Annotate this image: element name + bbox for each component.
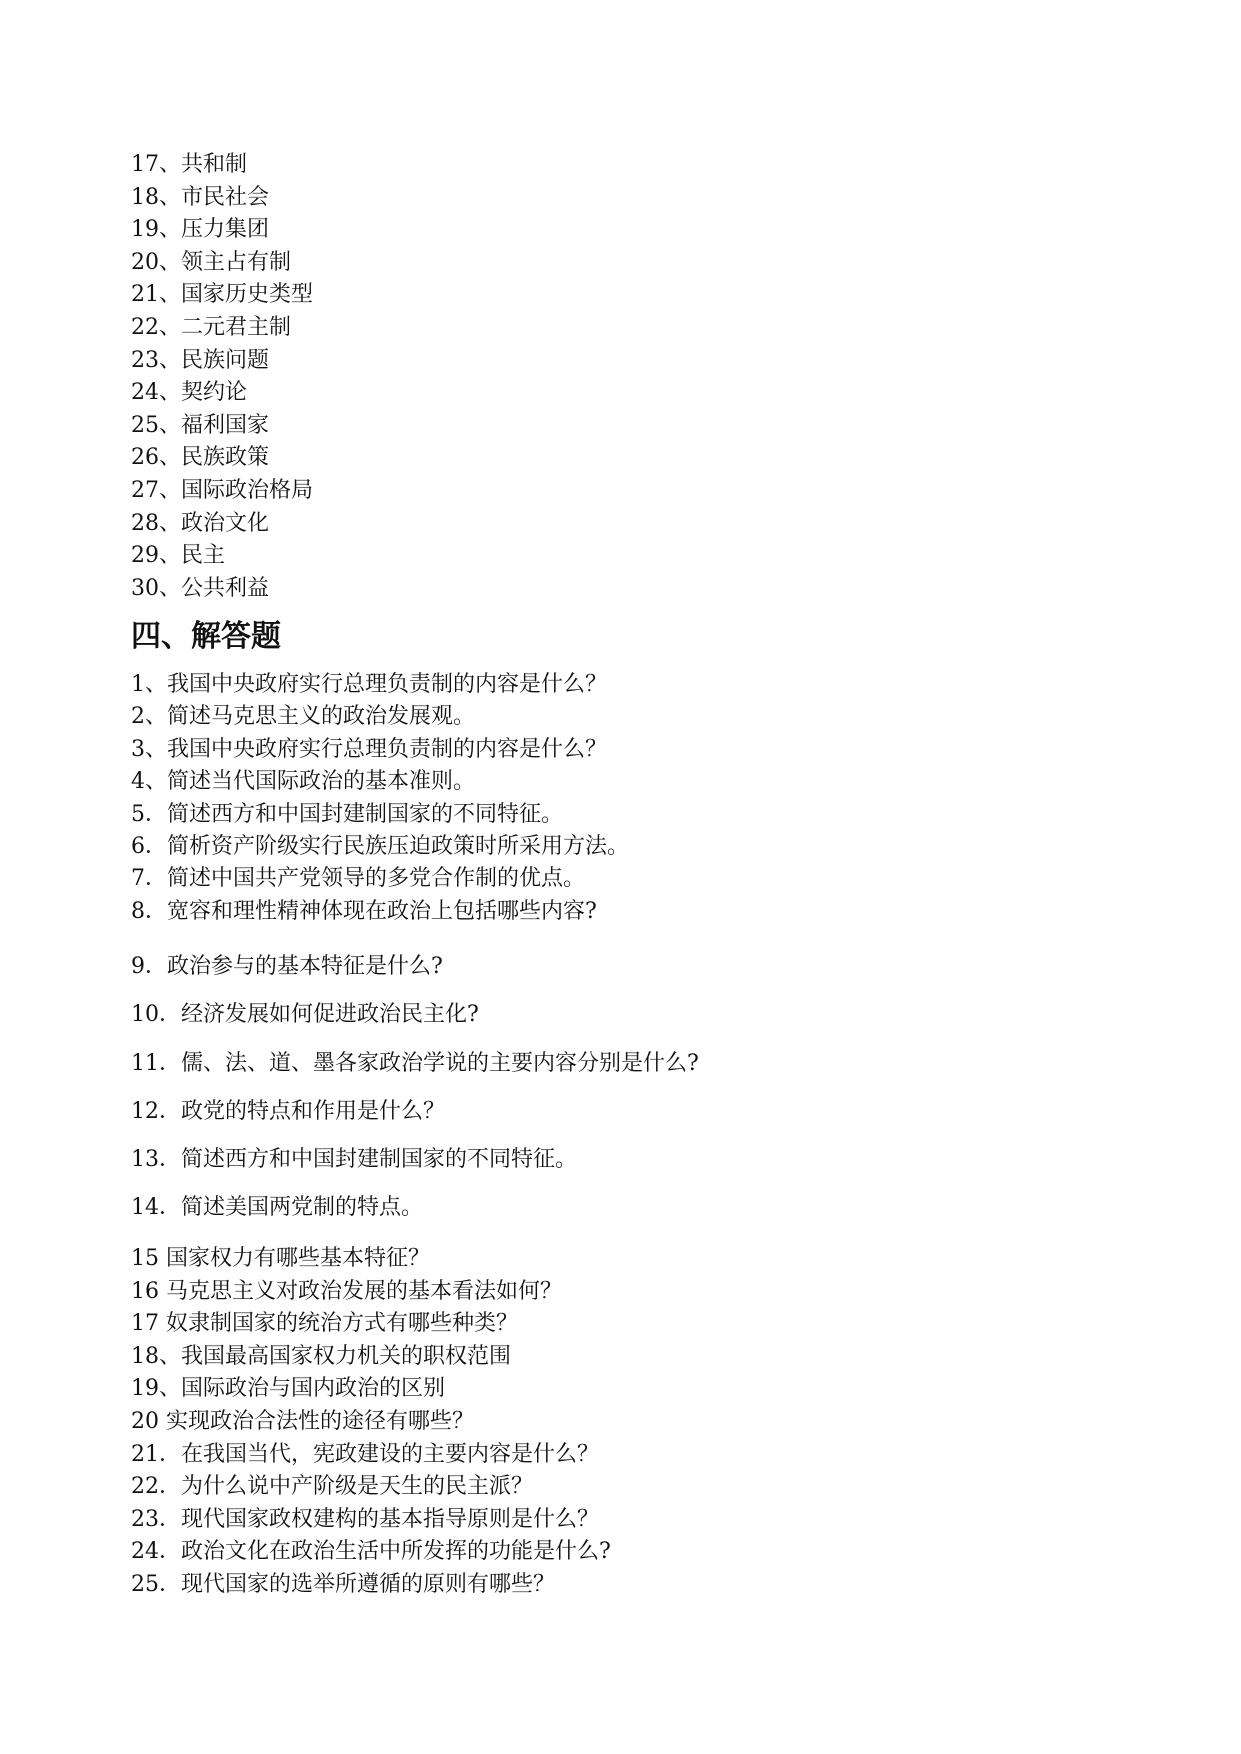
question-item: 23．现代国家政权建构的基本指导原则是什么？ xyxy=(131,1506,599,1532)
term-item: 21、国家历史类型 xyxy=(131,282,313,308)
question-item: 18、我国最高国家权力机关的职权范围 xyxy=(131,1343,511,1369)
term-item: 19、压力集团 xyxy=(131,217,269,243)
questions-list-block1 xyxy=(131,669,629,928)
question-item: 8．宽容和理性精神体现在政治上包括哪些内容? xyxy=(131,898,597,924)
term-item: 24、契约论 xyxy=(131,380,247,406)
term-item: 20、领主占有制 xyxy=(131,249,291,275)
term-item: 29、民主 xyxy=(131,543,225,569)
terms-list xyxy=(131,149,313,605)
question-item: 12．政党的特点和作用是什么？ xyxy=(131,1098,445,1124)
question-item: 14．简述美国两党制的特点。 xyxy=(131,1195,423,1221)
term-item: 26、民族政策 xyxy=(131,445,269,471)
questions-list-block2 xyxy=(131,943,699,1233)
term-item: 23、民族问题 xyxy=(131,347,269,373)
question-item: 19、国际政治与国内政治的区别 xyxy=(131,1376,445,1402)
question-item: 1、我国中央政府实行总理负责制的内容是什么？ xyxy=(131,672,607,697)
term-item: 25、福利国家 xyxy=(131,412,269,438)
question-item: 4、简述当代国际政治的基本准则。 xyxy=(131,769,475,795)
term-item: 17、共和制 xyxy=(131,152,247,177)
question-item: 13．简述西方和中国封建制国家的不同特征。 xyxy=(131,1147,577,1173)
question-item: 20 实现政治合法性的途径有哪些？ xyxy=(131,1408,474,1434)
question-item: 10．经济发展如何促进政治民主化? xyxy=(131,1002,479,1028)
term-item: 28、政治文化 xyxy=(131,510,269,536)
question-item: 9．政治参与的基本特征是什么? xyxy=(131,954,443,979)
question-item: 5．简述西方和中国封建制国家的不同特征。 xyxy=(131,801,563,827)
term-item: 18、市民社会 xyxy=(131,184,269,210)
question-item: 6．简析资产阶级实行民族压迫政策时所采用方法。 xyxy=(131,834,629,860)
question-item: 16 马克思主义对政治发展的基本看法如何？ xyxy=(131,1278,562,1304)
questions-list-block3 xyxy=(131,1243,611,1602)
question-item: 7．简述中国共产党领导的多党合作制的优点。 xyxy=(131,866,585,892)
question-item: 22．为什么说中产阶级是天生的民主派？ xyxy=(131,1474,533,1500)
question-item: 17 奴隶制国家的统治方式有哪些种类？ xyxy=(131,1311,518,1337)
question-item: 25．现代国家的选举所遵循的原则有哪些？ xyxy=(131,1571,555,1597)
term-item: 27、国际政治格局 xyxy=(131,477,313,503)
question-item: 3、我国中央政府实行总理负责制的内容是什么？ xyxy=(131,736,607,762)
question-item: 21．在我国当代，宪政建设的主要内容是什么？ xyxy=(131,1441,599,1467)
section-heading: 四、解答题 xyxy=(131,619,281,654)
question-item: 11．儒、法、道、墨各家政治学说的主要内容分别是什么? xyxy=(131,1050,699,1076)
question-item: 15 国家权力有哪些基本特征？ xyxy=(131,1246,430,1271)
question-item: 2、简述马克思主义的政治发展观。 xyxy=(131,704,475,730)
term-item: 30、公共利益 xyxy=(131,575,269,601)
term-item: 22、二元君主制 xyxy=(131,314,291,340)
question-item: 24．政治文化在政治生活中所发挥的功能是什么? xyxy=(131,1539,611,1565)
